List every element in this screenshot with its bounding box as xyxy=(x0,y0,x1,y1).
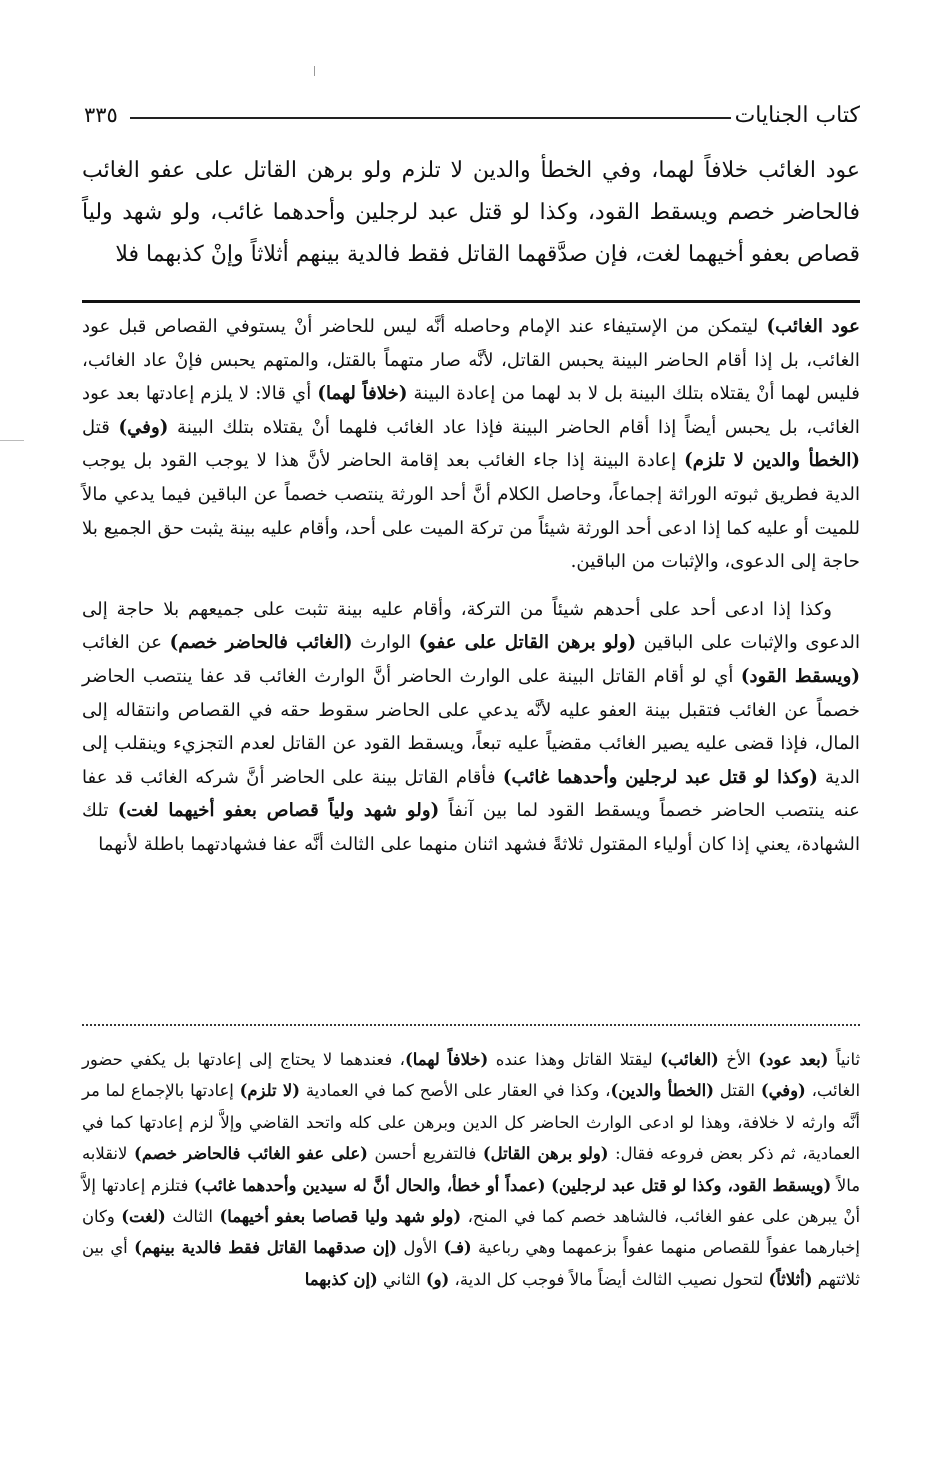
text-segment: تلك الشهادة، يعني إذا كان أولياء المقتول ثلاثةً فشهد اثنان منهما على الثالث أنَّه عفا فشهادتهما باطلة لأنهما xyxy=(82,800,860,855)
bold-segment: (أثلاثاً) xyxy=(768,1269,813,1289)
margin-tick xyxy=(0,440,24,441)
bold-segment: (الغائب فالحاضر خصم) xyxy=(169,632,353,654)
bold-segment: (ويسقط القود، وكذا لو قتل عبد لرجلين) xyxy=(551,1175,832,1195)
text-segment: الثاني xyxy=(377,1269,426,1289)
bold-segment: (خلافاً لهما) xyxy=(317,383,408,405)
bold-segment: (ويسقط القود) xyxy=(740,665,860,687)
text-segment: ليقتلا القاتل وهذا عنده xyxy=(488,1050,661,1069)
bold-segment: (فـ) xyxy=(443,1238,472,1258)
text-segment: الأول xyxy=(397,1238,444,1258)
running-header xyxy=(84,98,860,132)
bold-segment: (لغت) xyxy=(121,1207,166,1227)
text-segment: لانقلابه مالاً xyxy=(82,1144,860,1195)
text-segment: الأخ xyxy=(718,1050,759,1069)
text-segment: عن الغائب xyxy=(82,632,170,654)
text-segment: ليتمكن من الإستيفاء عند الإمام وحاصله أنَّه ليس للحاضر أنْ يستوفي القصاص قبل عود الغائب، بل إذا أقام الحاضر البينة يحبس القاتل، لأنَّه صار متهماً بالقتل، والمتهم يحبس فإنْ عاد الغائب، فليس لهما أنْ يقتلاه بتلك البينة بل لا بد لهما من إعادة البينة xyxy=(82,316,860,405)
bold-segment: (و) xyxy=(425,1269,450,1289)
bold-segment: (ولو شهد وليا قصاصا بعفو أخيهما) xyxy=(219,1207,462,1227)
text-segment: فأقام القاتل بينة على الحاضر أنَّ شركه الغائب قد عفا عنه ينتصب الحاضر خصماً ويسقط القود لما بين آنفاً xyxy=(82,766,860,822)
bold-segment: (ولو برهن القاتل) xyxy=(482,1144,609,1164)
text-segment: وكان إخبارهما عفواً للقصاص منهما عفواً بزعمهما وهي رباعية xyxy=(82,1207,860,1258)
bold-segment: (ولو شهد ولياً قصاص بعفو أخيهما لغت) xyxy=(117,800,440,822)
text-segment: الوارث xyxy=(352,632,419,654)
text-segment: قتل xyxy=(82,416,119,438)
bold-segment: (الخطأ والدين لا تلزم) xyxy=(684,450,860,472)
bold-segment: (بعد عود) xyxy=(758,1050,829,1069)
bold-segment: (إن كذبهما xyxy=(304,1269,378,1289)
chapter-title: كتاب الجنايات xyxy=(734,102,860,128)
gloss-paragraph xyxy=(82,1044,860,1295)
commentary-paragraph-2 xyxy=(82,593,860,862)
bold-segment: (عمداً أو خطأ، والحال أنَّ له سيدين وأحدهما غائب) xyxy=(193,1175,546,1195)
text-segment: ، وكذا في العقار على الأصح كما في العمادية xyxy=(300,1081,611,1101)
text-segment: وكذا إذا ادعى أحد على أحدهم شيئاً من التركة، وأقام عليه بينة تثبت على جميعهم بلا حاجة إلى الدعوى والإثبات على الباقين xyxy=(82,598,861,654)
text-segment: القتل xyxy=(713,1081,761,1101)
text-segment: فتلزم إعادتها إلاَّ أنْ يبرهن على عفو الغائب، فالشاهد خصم كما في المنح، xyxy=(82,1175,861,1227)
text-segment: أي قالا: لا يلزم إعادتها بعد عود الغائب، بل يحبس أيضاً إذا أقام الحاضر البينة فإذا عاد الغائب فلهما أنْ يقتلاه بتلك البينة xyxy=(82,383,860,438)
header-rule xyxy=(130,117,731,119)
commentary xyxy=(82,310,860,862)
page-number: ٣٣٥ xyxy=(84,103,118,127)
bold-segment: (ولو برهن القاتل على عفو) xyxy=(418,632,637,654)
text-segment: إعادة البينة إذا جاء الغائب بعد إقامة الحاضر لأنَّ هذا لا يوجب القود بل يوجب الدية فطريق ثبوته الوراثة إجماعاً، وحاصل الكلام أنَّ أحد الورثة ينتصب خصماً عن الباقين فيما يدعي مالاً للميت أو عليه كما إذا ادعى أحد الورثة شيئاً من تركة الميت على أحد، وأقام عليه بينة يثبت حق الجميع بلا حاجة إلى الدعوى، والإثبات من الباقين. xyxy=(82,450,860,573)
scan-mark xyxy=(314,66,315,76)
text-segment: ، فعندهما لا يحتاج إلى إعادتها بل يكفي حضور الغائب، xyxy=(82,1050,860,1101)
bold-segment: (وفي) xyxy=(118,416,169,438)
text-segment: أي بين ثلاثتهم xyxy=(82,1238,860,1289)
text-segment: إعادتها بالإجماع لما مر أنَّه وارثه لا خلافة، وهذا لو ادعى الوارث الحاضر كل الدين وبرهن على كله واتحد القاضي وإلاَّ لزم إعادتها كما في العمادية، ثم ذكر بعض فروعه فقال: xyxy=(82,1081,861,1164)
dotted-divider xyxy=(82,1024,860,1030)
text-segment: لتحول نصيب الثالث أيضاً مالاً فوجب كل الدية، xyxy=(449,1269,769,1289)
bold-segment: (خلافاً لهما) xyxy=(404,1050,489,1069)
bold-segment: (إن صدقهما القاتل فقط فالدية بينهم) xyxy=(134,1238,398,1258)
text-segment: ثانياً xyxy=(828,1050,860,1069)
bold-segment: (وكذا لو قتل عبد لرجلين وأحدهما غائب) xyxy=(502,766,818,788)
bold-segment: (الغائب) xyxy=(660,1050,719,1069)
section-divider xyxy=(82,300,860,303)
bold-segment: (الخطأ والدين) xyxy=(610,1081,714,1101)
bold-segment: عود الغائب) xyxy=(766,316,860,337)
text-segment: الثالث xyxy=(165,1207,220,1227)
footnote-gloss xyxy=(82,1044,860,1295)
commentary-paragraph-1 xyxy=(82,310,860,579)
bold-segment: (على عفو الغائب فالحاضر خصم) xyxy=(133,1144,368,1164)
text-segment: أي لو أقام القاتل البينة على الوارث الحاضر أنَّ الوارث الغائب قد عفا ينتصب الحاضر خصماً عن الغائب فتقبل بينة العفو عليه لأنَّه يدعي على الحاضر سقوط حقه في القصاص وانتقاله إلى المال، فإذا قضى عليه يصير الغائب مقضياً عليه تبعاً، ويسقط القود عن القاتل لعدم التجزيء وينقلب إلى الدية xyxy=(82,665,860,788)
main-text xyxy=(82,150,860,276)
bold-segment: (وفي) xyxy=(760,1081,806,1101)
bold-segment: (لا تلزم) xyxy=(239,1081,301,1101)
text-segment: فالتفريع أحسن xyxy=(367,1144,483,1164)
main-text-paragraph: عود الغائب خلافاً لهما، وفي الخطأ والدين لا تلزم ولو برهن القاتل على عفو الغائب فالحاضر خصم ويسقط القود، وكذا لو قتل عبد لرجلين وأحدهما غائب، ولو شهد ولياً قصاص بعفو أخيهما لغت، فإن صدَّقهما القاتل فقط فالدية بينهم أثلاثاً وإنْ كذبهما فلا xyxy=(82,158,860,267)
